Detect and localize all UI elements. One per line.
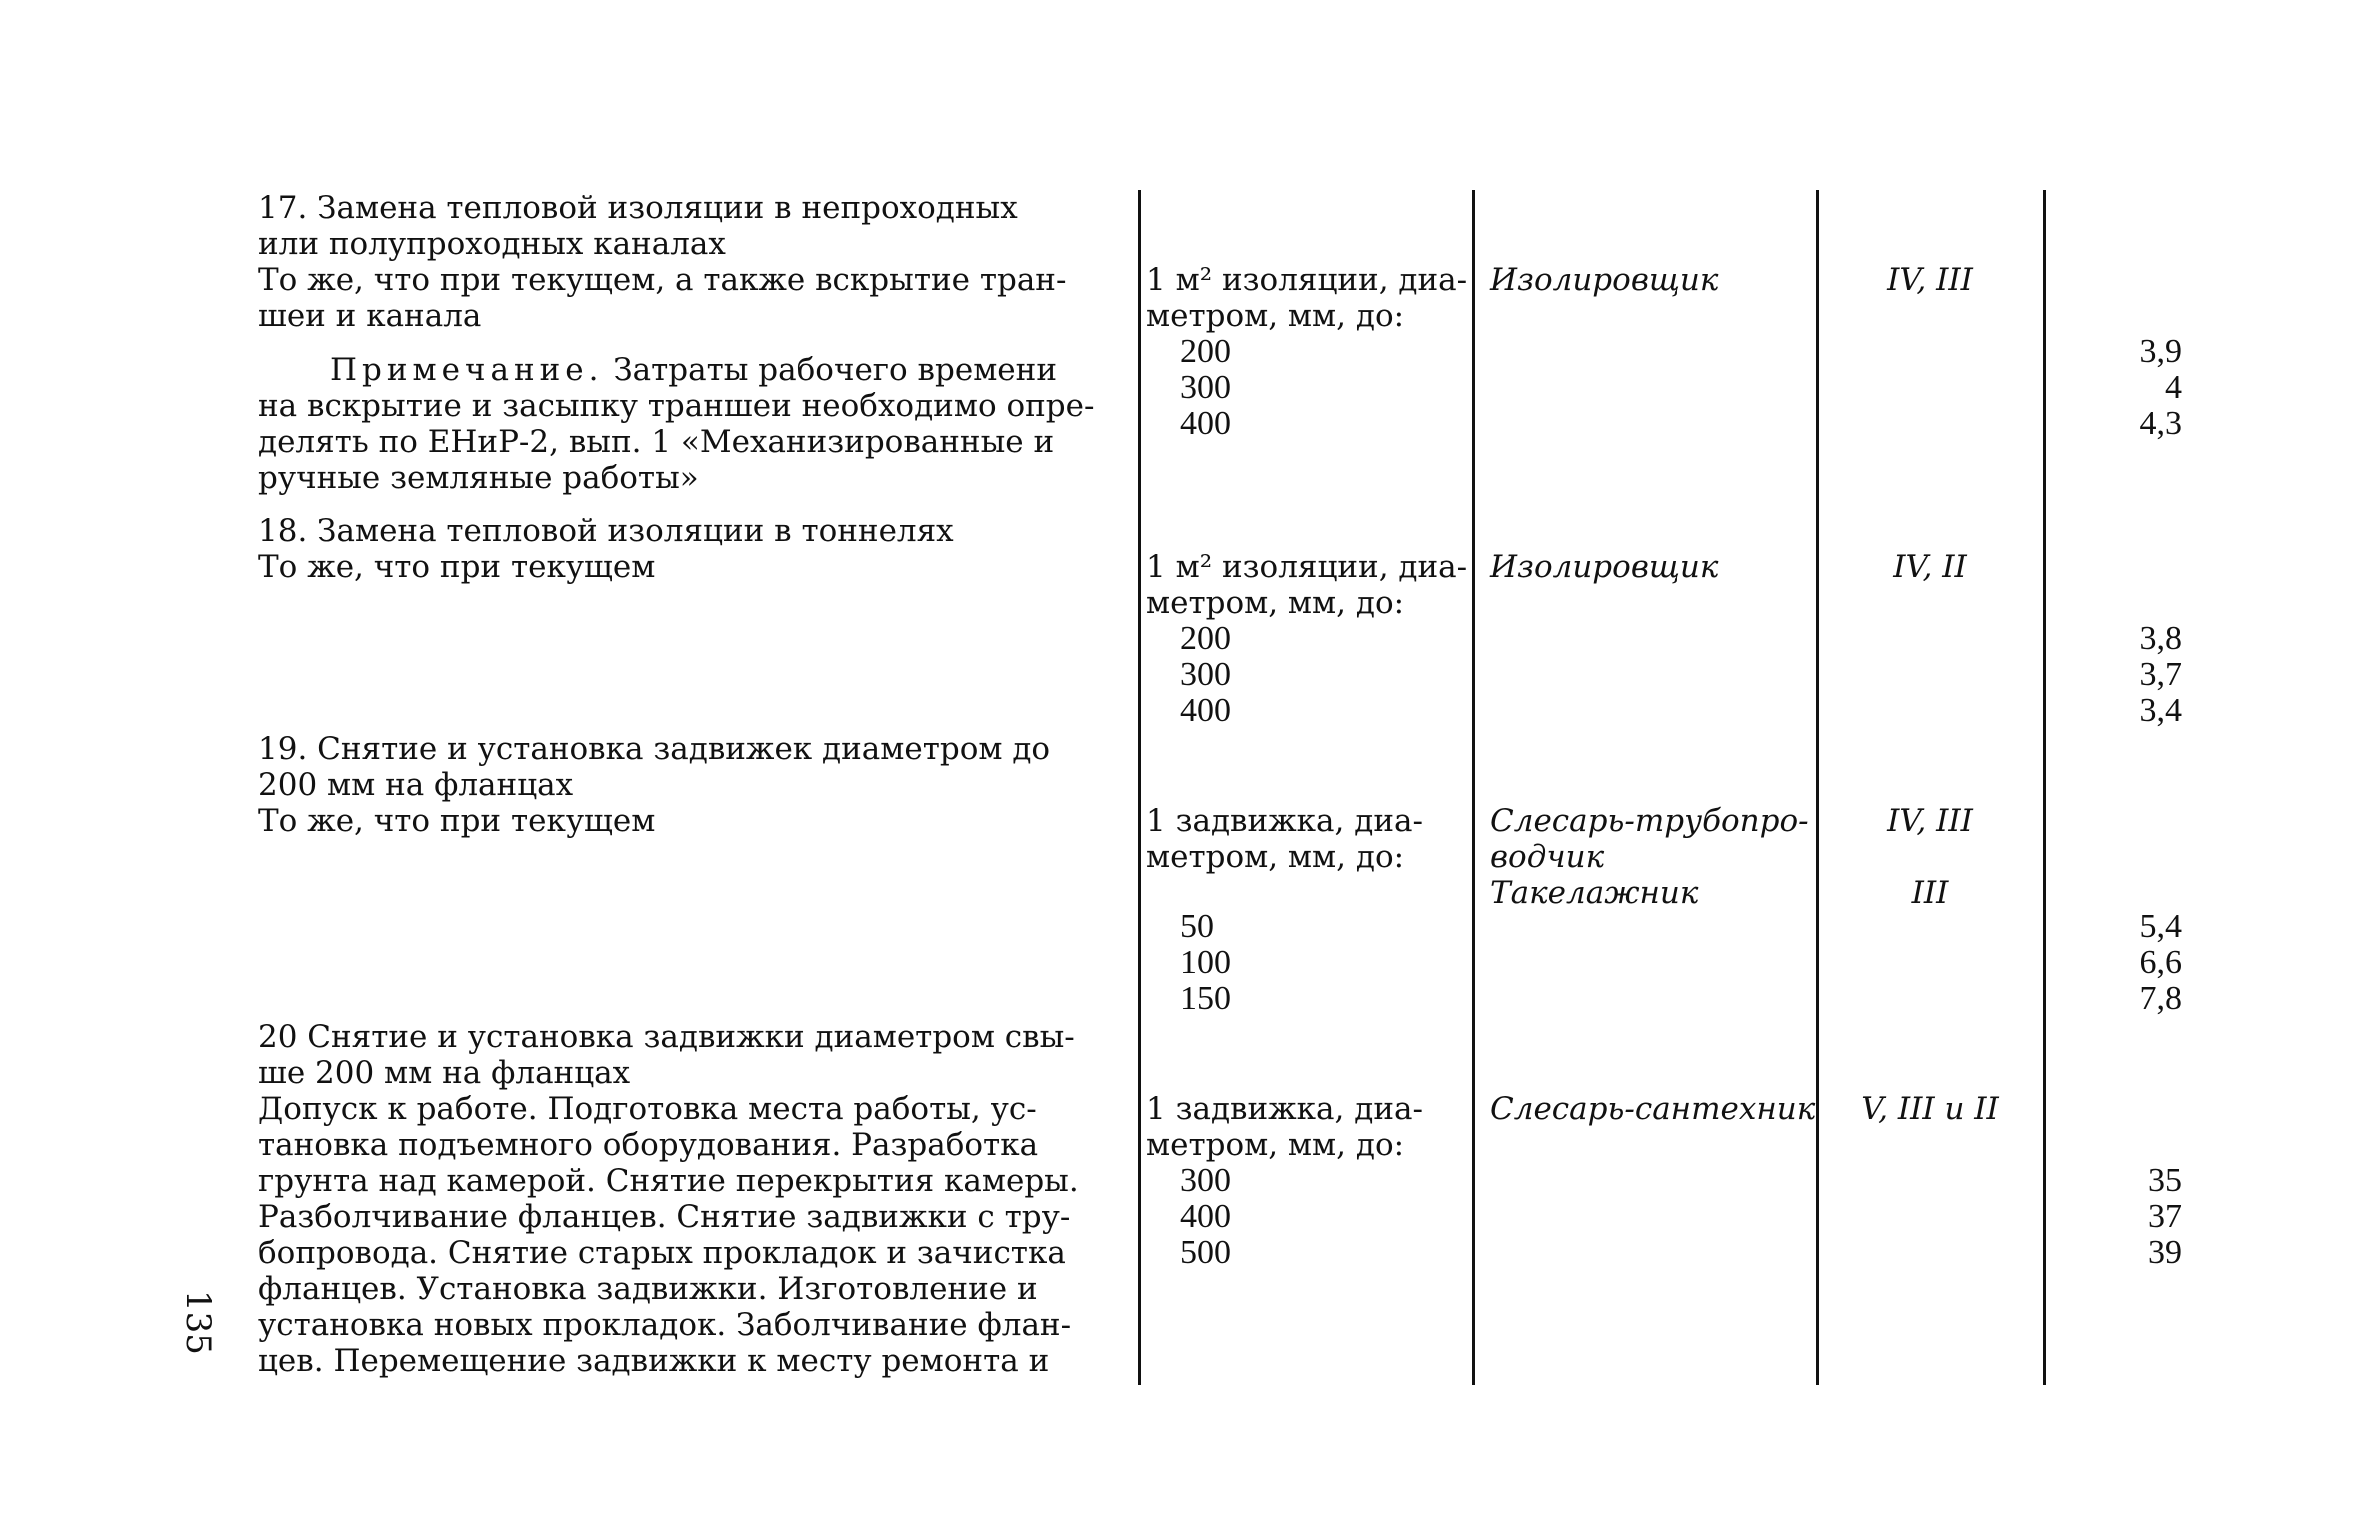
worker-profession: Такелажник	[1490, 875, 1699, 911]
column-rule-3	[1816, 190, 1819, 1385]
entry-note-line: на вскрытие и засыпку траншеи необходимо опре-	[258, 388, 1095, 424]
norm-value: 3,4	[2139, 692, 2182, 729]
entry-description-line: установка новых прокладок. Заболчивание флан-	[258, 1307, 1072, 1343]
column-rule-2	[1472, 190, 1475, 1385]
diameter-value: 100	[1180, 944, 1231, 981]
entry-description-line: цев. Перемещение задвижки к месту ремонта и	[258, 1343, 1050, 1379]
unit-line: метром, мм, до:	[1146, 1127, 1405, 1163]
unit-line: 1 задвижка, диа-	[1146, 1091, 1423, 1127]
unit-line: 1 задвижка, диа-	[1146, 803, 1423, 839]
entry-title-line: 19. Снятие и установка задвижек диаметром до	[258, 731, 1051, 767]
norm-value: 3,9	[2139, 333, 2182, 370]
worker-profession: водчик	[1490, 839, 1605, 875]
diameter-value: 300	[1180, 369, 1231, 406]
unit-line: метром, мм, до:	[1146, 839, 1405, 875]
entry-title-line: 17. Замена тепловой изоляции в непроходных	[258, 190, 1018, 226]
entry-description-line: фланцев. Установка задвижки. Изготовление и	[258, 1271, 1038, 1307]
worker-profession: Изолировщик	[1490, 549, 1719, 585]
diameter-value: 300	[1180, 1162, 1231, 1199]
entry-title-line: 20 Снятие и установка задвижки диаметром свы-	[258, 1019, 1075, 1055]
diameter-value: 50	[1180, 908, 1214, 945]
note-label: Примечание.	[330, 352, 604, 388]
diameter-value: 400	[1180, 1198, 1231, 1235]
worker-profession: Слесарь-трубопро-	[1490, 803, 1809, 839]
norm-value: 7,8	[2139, 980, 2182, 1017]
unit-line: 1 м² изоляции, диа-	[1146, 262, 1468, 298]
entry-title-line: или полупроходных каналах	[258, 226, 726, 262]
norm-value: 35	[2148, 1162, 2182, 1199]
norm-value: 3,8	[2139, 620, 2182, 657]
diameter-value: 150	[1180, 980, 1231, 1017]
page-number: 135	[178, 1290, 218, 1355]
entry-description-line: шеи и канала	[258, 298, 482, 334]
diameter-value: 300	[1180, 656, 1231, 693]
norm-value: 3,7	[2139, 656, 2182, 693]
entry-title-line: 18. Замена тепловой изоляции в тоннелях	[258, 513, 954, 549]
entry-description-line: тановка подъемного оборудования. Разработка	[258, 1127, 1039, 1163]
unit-line: метром, мм, до:	[1146, 585, 1405, 621]
entry-note-line	[330, 352, 1057, 388]
norm-value: 5,4	[2139, 908, 2182, 945]
worker-grade: III	[1911, 875, 1949, 911]
diameter-value: 500	[1180, 1234, 1231, 1271]
worker-profession: Слесарь-сантехник	[1490, 1091, 1816, 1127]
unit-line: 1 м² изоляции, диа-	[1146, 549, 1468, 585]
unit-line: метром, мм, до:	[1146, 298, 1405, 334]
column-rule-1	[1138, 190, 1141, 1385]
diameter-value: 200	[1180, 620, 1231, 657]
norm-value: 4,3	[2139, 405, 2182, 442]
worker-grade: IV, III	[1887, 262, 1973, 298]
entry-description-line: бопровода. Снятие старых прокладок и зачистка	[258, 1235, 1066, 1271]
worker-grade: IV, III	[1887, 803, 1973, 839]
diameter-value: 200	[1180, 333, 1231, 370]
entry-description-line: грунта над камерой. Снятие перекрытия камеры.	[258, 1163, 1079, 1199]
entry-description-line: То же, что при текущем, а также вскрытие тран-	[258, 262, 1067, 298]
diameter-value: 400	[1180, 405, 1231, 442]
entry-title-line: 200 мм на фланцах	[258, 767, 574, 803]
entry-description-line: Допуск к работе. Подготовка места работы, ус-	[258, 1091, 1037, 1127]
diameter-value: 400	[1180, 692, 1231, 729]
entry-note-line: ручные земляные работы»	[258, 460, 699, 496]
entry-note-line: делять по ЕНиР-2, вып. 1 «Механизированные и	[258, 424, 1055, 460]
note-text: Затраты рабочего времени	[603, 352, 1057, 388]
worker-grade: V, III и II	[1861, 1091, 1999, 1127]
norm-value: 4	[2165, 369, 2182, 406]
entry-title-line: ше 200 мм на фланцах	[258, 1055, 631, 1091]
norm-value: 6,6	[2139, 944, 2182, 981]
norm-value: 39	[2148, 1234, 2182, 1271]
entry-description-line: То же, что при текущем	[258, 549, 656, 585]
entry-description-line: Разболчивание фланцев. Снятие задвижки с тру-	[258, 1199, 1071, 1235]
column-rule-4	[2043, 190, 2046, 1385]
worker-profession: Изолировщик	[1490, 262, 1719, 298]
worker-grade: IV, II	[1893, 549, 1967, 585]
entry-description-line: То же, что при текущем	[258, 803, 656, 839]
norm-value: 37	[2148, 1198, 2182, 1235]
